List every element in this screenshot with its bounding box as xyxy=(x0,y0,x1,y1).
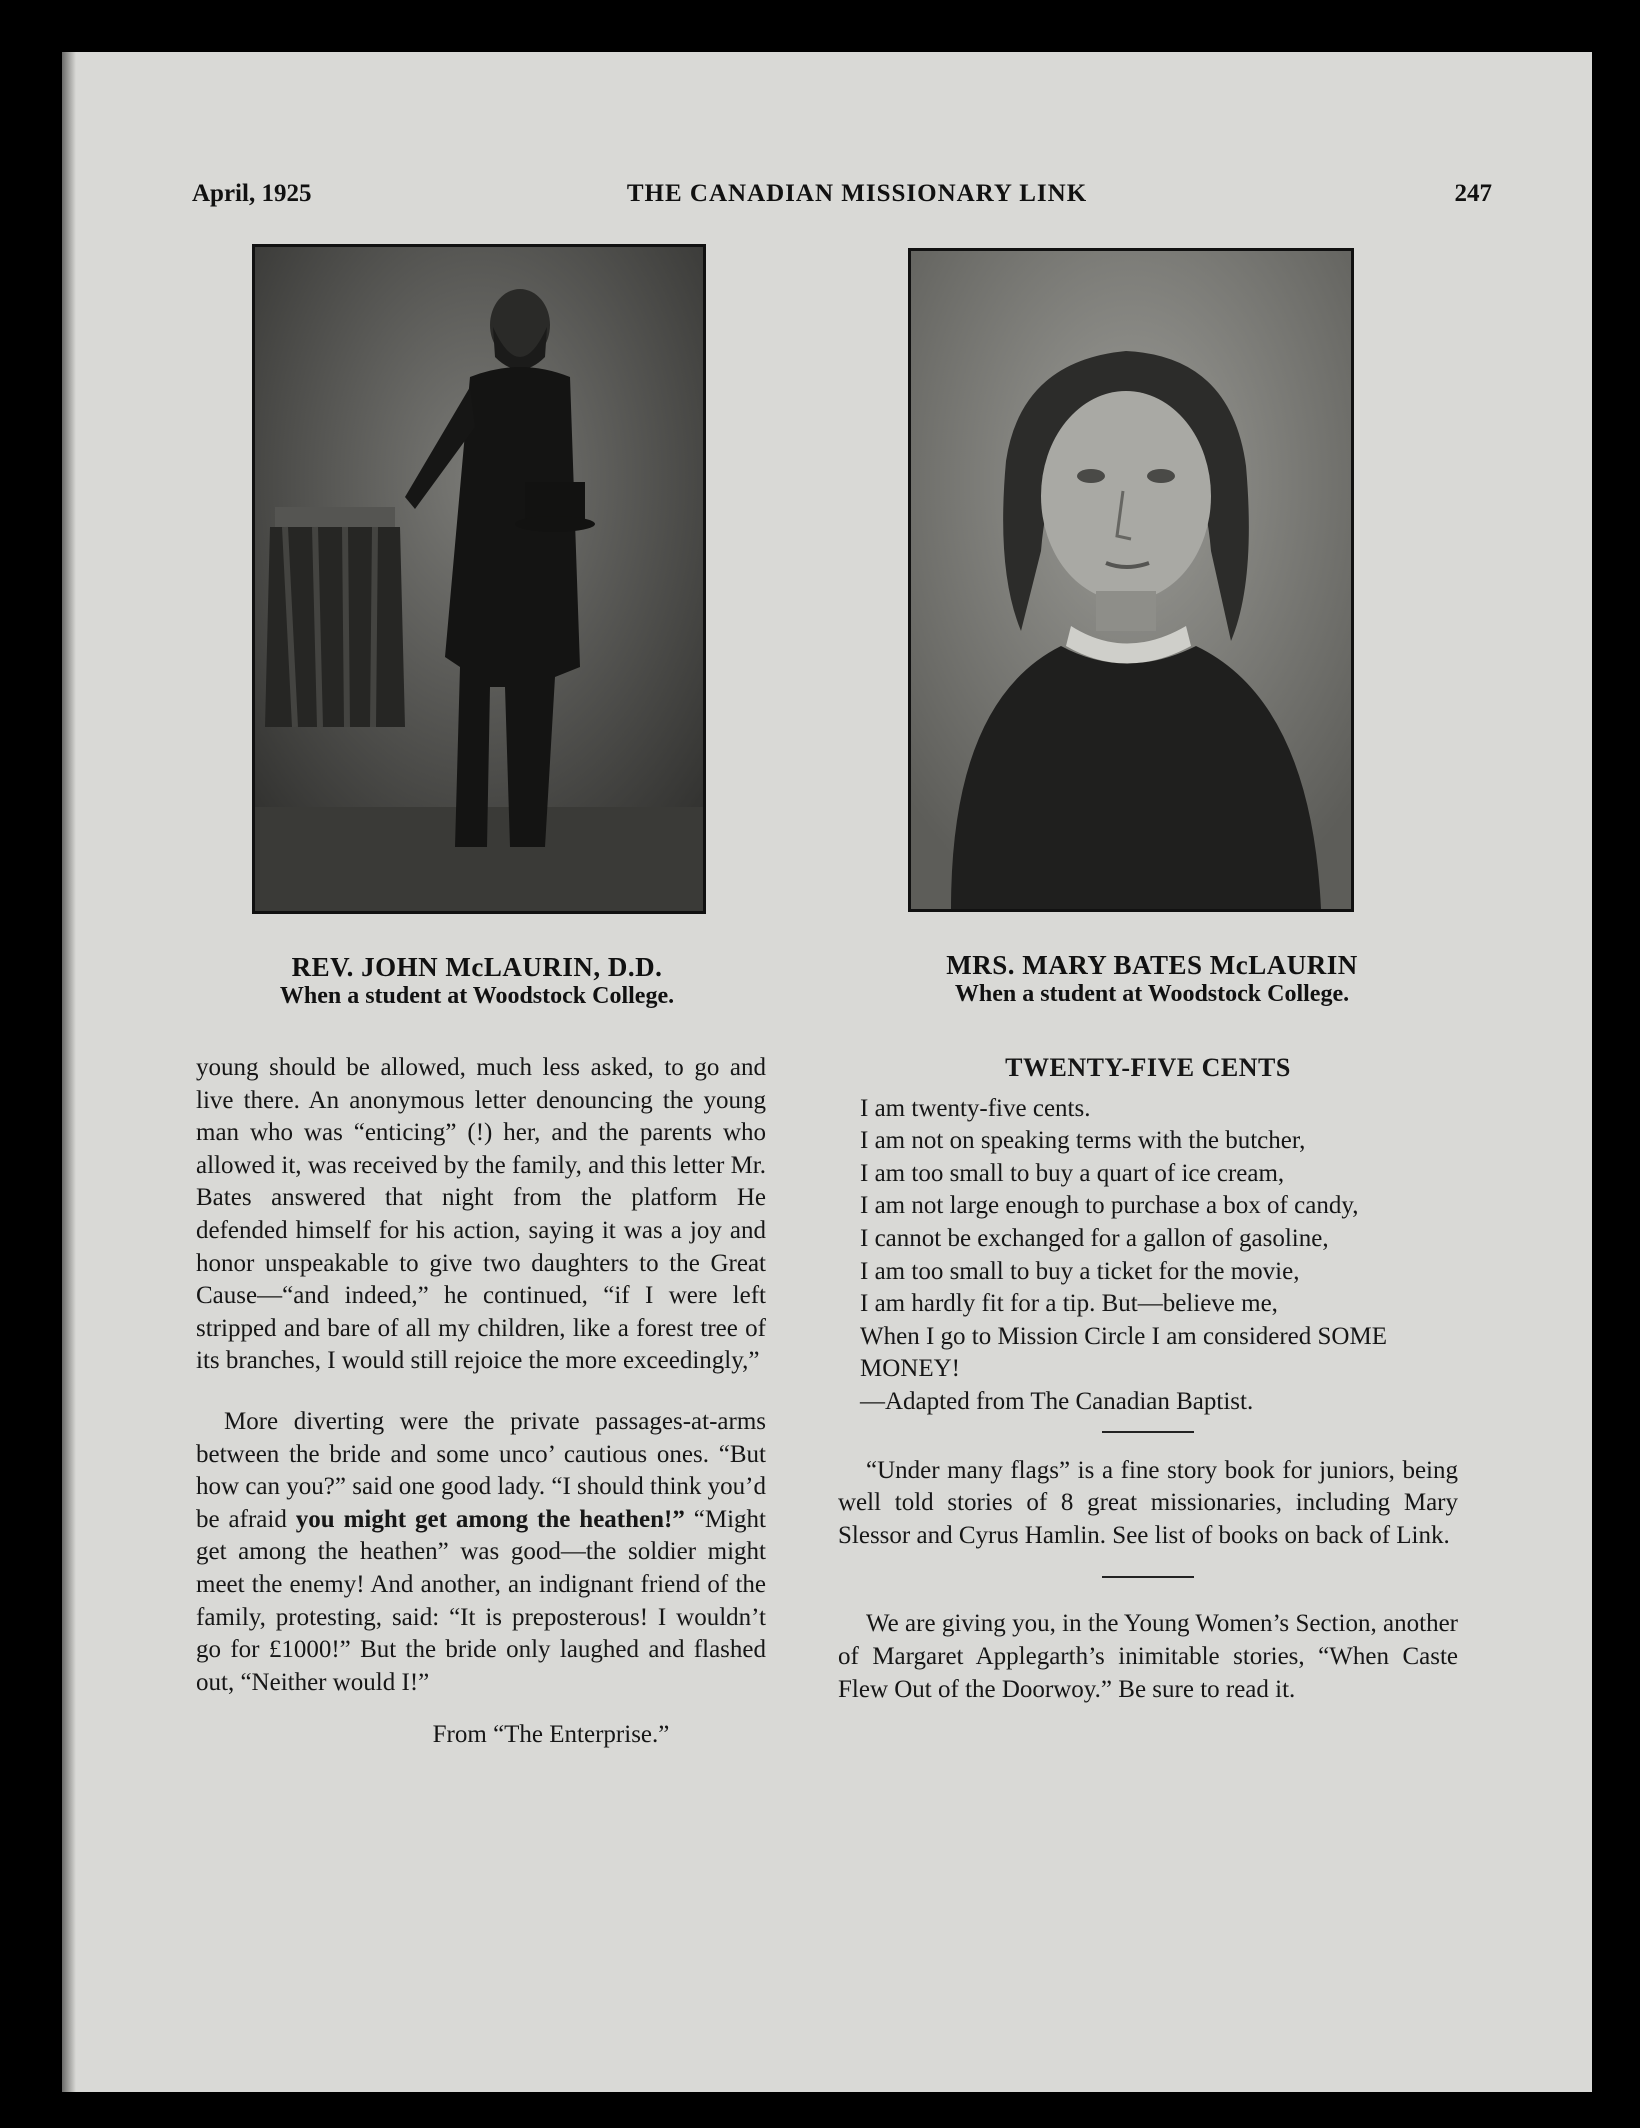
poem-line: I am twenty-five cents. xyxy=(860,1094,1091,1122)
poem-line: I am hardly fit for a tip. But—believe me, xyxy=(860,1290,1278,1318)
caption-john-mclaurin xyxy=(192,952,762,1010)
poem-line: I am too small to buy a ticket for the movie, xyxy=(860,1257,1300,1285)
portrait-woman-image xyxy=(911,251,1351,909)
paragraph-bold-text: you might get among the heathen!” xyxy=(295,1505,685,1533)
caption-name: REV. JOHN McLAURIN, D.D. xyxy=(291,952,663,982)
poem-line: I cannot be exchanged for a gallon of gasoline, xyxy=(860,1224,1329,1252)
poem-title: TWENTY-FIVE CENTS xyxy=(1005,1053,1291,1082)
page-edge-shadow xyxy=(62,52,76,2092)
article-source: From “The Enterprise.” xyxy=(432,1721,670,1749)
page-header xyxy=(192,180,1492,220)
article-paragraph xyxy=(196,1406,766,1699)
header-date: April, 1925 xyxy=(192,180,312,207)
caption-subtitle: When a student at Woodstock College. xyxy=(954,981,1350,1007)
caption-name: MRS. MARY BATES McLAURIN xyxy=(946,950,1358,980)
photo-john-mclaurin xyxy=(252,244,706,914)
photo-mary-bates-mclaurin xyxy=(908,248,1354,912)
books-paragraph: “Under many flags” is a fine story book for juniors, being well told stories of 8 great missionaries, including Mary Slessor and Cyrus Hamlin. See list of books on back of Link. xyxy=(838,1456,1458,1549)
caption-mary-bates-mclaurin xyxy=(852,950,1452,1008)
paragraph-text: More diverting were the private passages-at-arms between the bride and some unco’ cautious ones. “But how can you?” said one good lady. “I should think you’d be afraid xyxy=(196,1407,766,1533)
header-page-number: 247 xyxy=(1454,180,1492,207)
divider-rule xyxy=(1102,1576,1194,1578)
magazine-page xyxy=(62,52,1592,2092)
article-paragraph: young should be allowed, much less asked, to go and live there. An anonymous letter denouncing the young man who was “enticing” (!) her, and the parents who allowed it, was received by the family, and this letter Mr. Bates answered that night from the platform He defended himself for his action, saying it was a joy and honor unspeakable to give two daughters to the Great Cause—“and indeed,” he continued, “if I were left stripped and bare of all my children, like a forest tree of its branches, I would still rejoice the more exceedingly,” xyxy=(196,1054,766,1375)
portrait-man-image xyxy=(255,247,703,911)
poem-line: I am not large enough to purchase a box of candy, xyxy=(860,1192,1359,1220)
right-column xyxy=(838,1052,1458,1706)
header-title: THE CANADIAN MISSIONARY LINK xyxy=(626,180,1088,207)
poem-line: I am not on speaking terms with the butcher, xyxy=(860,1127,1306,1155)
divider-rule xyxy=(1102,1431,1194,1433)
poem-line: When I go to Mission Circle I am considered SOME MONEY! xyxy=(860,1322,1387,1383)
closing-paragraph: We are giving you, in the Young Women’s Section, another of Margaret Applegarth’s inimitable stories, “When Caste Flew Out of the Doorwoy.” Be sure to read it. xyxy=(838,1610,1458,1703)
paragraph-text: “Might get among the heathen” was good—the soldier might meet the enemy! And another, an indignant friend of the family, protesting, said: “It is preposterous! I wouldn’t go for £1000!” But the bride only laughed and flashed out, “Neither would I!” xyxy=(196,1505,766,1696)
poem xyxy=(838,1093,1458,1419)
poem-attribution: —Adapted from The Canadian Baptist. xyxy=(860,1387,1254,1415)
poem-line: I am too small to buy a quart of ice cream, xyxy=(860,1159,1285,1187)
left-column xyxy=(196,1052,766,1752)
caption-subtitle: When a student at Woodstock College. xyxy=(279,983,675,1009)
